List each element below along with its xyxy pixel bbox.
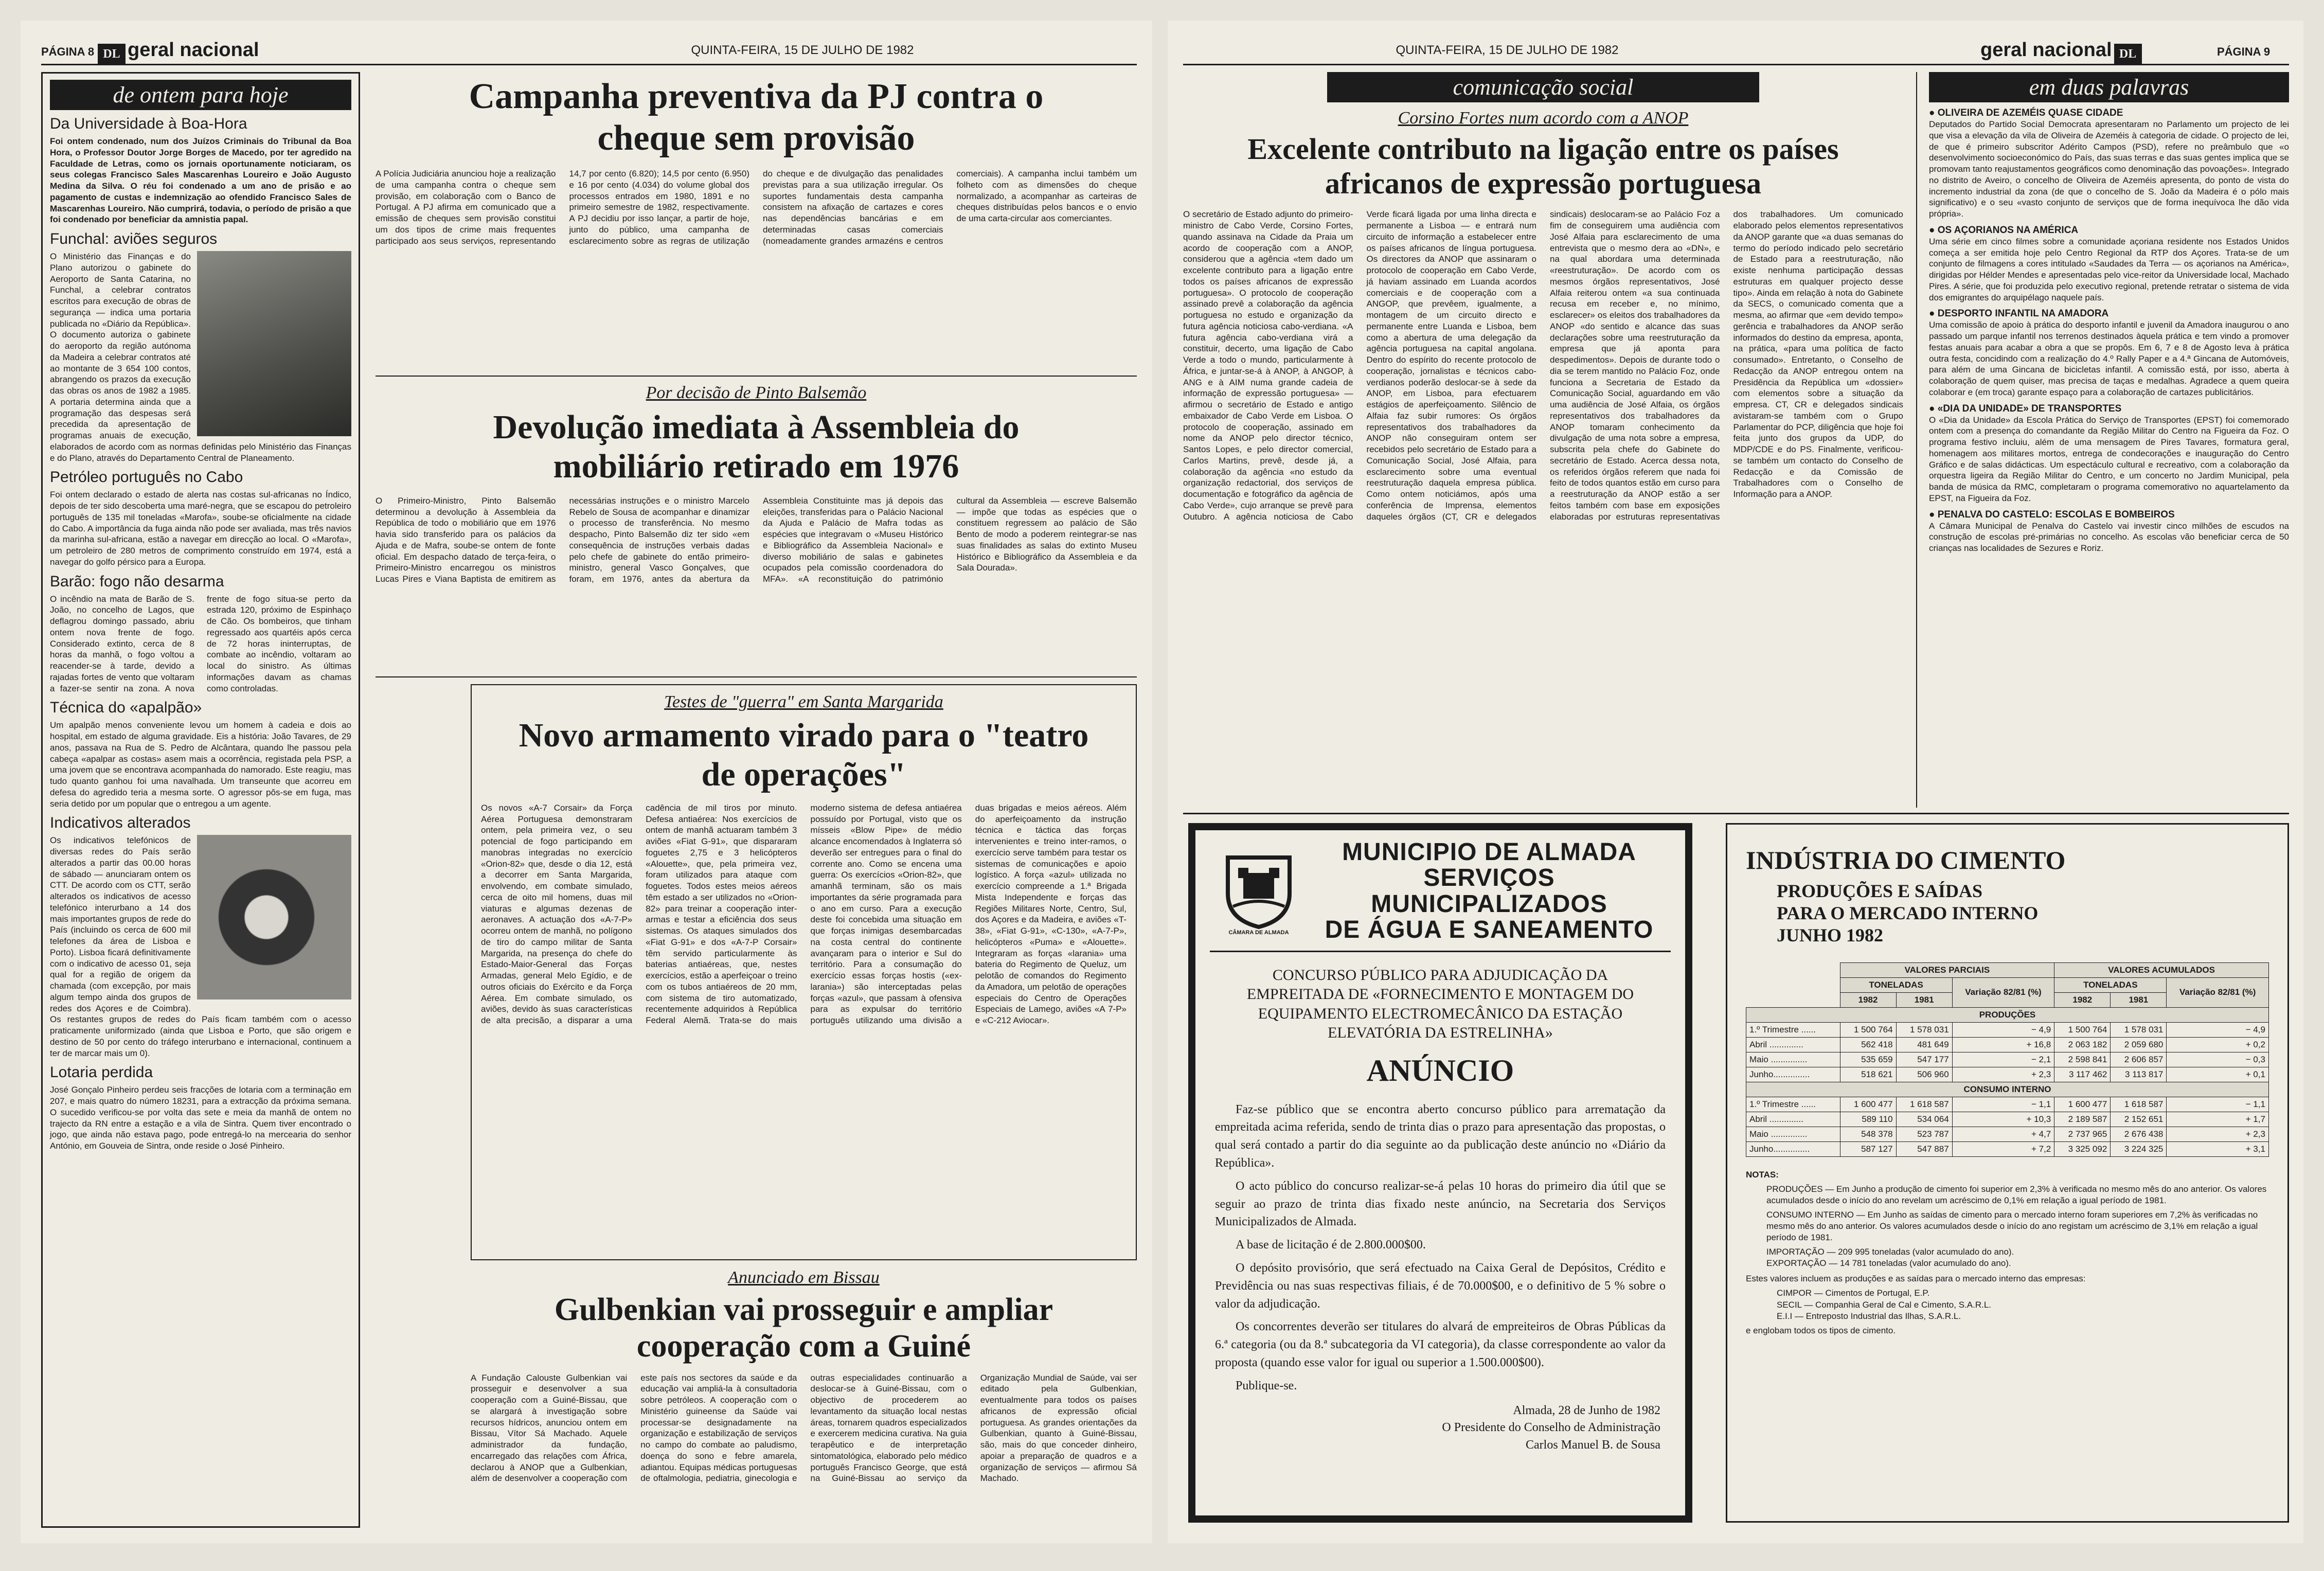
airport-photo [197, 251, 351, 436]
pj-article [376, 72, 1137, 370]
gulbenkian-body: A Fundação Calouste Gulbenkian vai prosseguir e desenvolver a sua cooperação com a Guiné-Bissau, que se alargará à investigação sobre recursos hídricos, anunciou ontem em Bissau, Vítor Sá Machado. Aquele administrador da fundação, encarregado das relações com África, declarou à ANOP que a Gulbenkian, além de desenvolver a cooperação com este país nos sectores da saúde e da educação vai ampliá-la à consultadoria sobre petróleos. A cooperação com o Ministério guineense da Saúde vai processar-se designadamente na organização e estabilização de serviços no campo do combate ao paludismo, doença do sono e febre amarela, adiantou. Equipas médicas portuguesas de oftalmologia, pediatria, ginecologia e outras especialidades continuarão a deslocar-se à Guiné-Bissau, com o objectivo de procederem ao levantamento da situação local nestas áreas, tornarem quadros especializados e exercerem medicina curativa. Na guia terapêutico e de interpretação sintomatológica, elaborado pelo médico português Francisco George, que está na Guiné-Bissau ao serviço da Organização Mundial de Saúde, vai ser editado pela Gulbenkian, eventualmente para todos os países africanos de expressão oficial portuguesa. As grandes orientações da Gulbenkian, quanto à Guiné-Bissau, são, mais do que conceder dinheiro, apoiar a preparação de quadros e a organização de serviços — afirmou Sá Machado. [471, 1372, 1137, 1484]
palavras-title-oliveira: ● OLIVEIRA DE AZEMÉIS QUASE CIDADE [1929, 108, 2123, 118]
palavras-banner: em duas palavras [1929, 72, 2289, 102]
empresa-secil: SECIL — Companhia Geral de Cal e Cimento, S.A.R.L. [1777, 1299, 1991, 1310]
table-cell: 2 676 438 [2111, 1127, 2167, 1141]
table-cell: Junho............... [1746, 1141, 1840, 1156]
comunicacao-article [1183, 72, 1903, 802]
armamento-kicker: Testes de "guerra" em Santa Margarida [664, 692, 943, 711]
table-cell: 2 152 651 [2111, 1112, 2167, 1127]
comunicacao-headline: Excelente contributo na ligação entre os países africanos de expressão portuguesa [1247, 132, 1839, 200]
producoes-row [1746, 1037, 2269, 1052]
table-cell: 3 117 462 [2054, 1067, 2111, 1082]
comunicacao-kicker: Corsino Fortes num acordo com a ANOP [1398, 109, 1689, 128]
item-text-petroleo: Foi ontem declarado o estado de alerta nas costas sul-africanas no Índico, depois de ter sido descoberta uma maré-negra, que se escapou do petroleiro português de 135 mil toneladas «Marofa», soube-se oficialmente na cidade do Cabo. A importância da fuga ainda não pode ser avaliada, mas três navios da marinha sul-africana, estão a navegar em direcção ao local. O «Marofa», um petroleiro de 280 metros de comprimento construído em 1974, está a navegar do golfo pérsico para a Europa. [50, 490, 351, 567]
cimento-subtitle [1746, 880, 2269, 947]
table-cell: − 4,9 [2167, 1022, 2269, 1037]
item-title-barao: Barão: fogo não desarma [50, 573, 224, 590]
table-cell: 535 659 [1840, 1052, 1896, 1067]
gulbenkian-article [471, 1268, 1137, 1528]
consumo-row [1746, 1112, 2269, 1127]
note-producoes: PRODUÇÕES — Em Junho a produção de cimento foi superior em 2,3% à verificada no mesmo mês do ano anterior. Os valores acumulados desde o início do ano revelam um acréscimo de 0,1% em relação a igual período de 1981. [1766, 1184, 2267, 1205]
table-cell: − 0,3 [2167, 1052, 2269, 1067]
table-cell: + 10,3 [1952, 1112, 2054, 1127]
header-1982-parc: 1982 [1840, 992, 1896, 1007]
table-cell: − 1,1 [1952, 1097, 2054, 1112]
table-cell: 1 618 587 [2111, 1097, 2167, 1112]
page-date: QUINTA-FEIRA, 15 DE JULHO DE 1982 [691, 43, 914, 57]
header-variacao-acum: Variação 82/81 (%) [2167, 977, 2269, 1007]
mobiliario-rule [376, 676, 1137, 677]
signature-name: Carlos Manuel B. de Sousa [1526, 1438, 1660, 1452]
pj-headline: Campanha preventiva da PJ contra o cheque sem provisão [469, 77, 1044, 158]
section-title: geral nacional [1980, 39, 2112, 61]
mobiliario-kicker: Por decisão de Pinto Balsemão [646, 383, 867, 402]
cimento-notes [1746, 1169, 2269, 1336]
almada-header [1210, 840, 1671, 952]
consumo-row [1746, 1141, 2269, 1156]
pj-rule [376, 376, 1137, 377]
note-importacao: IMPORTAÇÃO — 209 995 toneladas (valor acumulado do ano). [1766, 1247, 2014, 1257]
table-cell: 3 224 325 [2111, 1141, 2167, 1156]
producoes-rows [1746, 1022, 2269, 1082]
table-cell: − 1,1 [2167, 1097, 2269, 1112]
section-producoes: PRODUÇÕES [1746, 1007, 2269, 1022]
item-text-lotaria: José Gonçalo Pinheiro perdeu seis fracções de lotaria com a terminação em 207, e mais quatro do número 18231, para a extracção da próxima semana. O sucedido verificou-se por volta das sete e meia da manhã de ontem no trajecto da RN entre a estação e a vila de Sintra. Quem tiver encontrado o jogo, que ainda não estava pago, pode entregá-lo na mercearia do senhor António, em Gouveia de Sintra, onde reside o José Pinheiro. [50, 1085, 351, 1151]
header-toneladas-acum: TONELADAS [2054, 977, 2167, 992]
item-text-apalpao: Um apalpão menos conveniente levou um homem à cadeia e dois ao hospital, em estado de alguma gravidade. Eis a história: João Tavares, de 29 anos, passava na Rua de S. Pedro de Alcântara, quando lhe passou pela cabeça «apalpar as costas» asem mais a ocorrência, registada pela PSP, a uma jovem que se encontrava acompanhada do namorado. Este reagiu, mas tudo quanto ganhou foi uma navalhada. Um transeunte que acorreu em defesa do agredido teria a mesma sorte. O agressor pôs-se em fuga, mas seria detido por um popular que o entregou a um agente. [50, 720, 351, 809]
ontem-hoje-banner: de ontem para hoje [50, 80, 351, 110]
header-parciais: VALORES PARCIAIS [1840, 962, 2054, 977]
note-consumo: CONSUMO INTERNO — Em Junho as saídas de cimento para o mercado interno foram superiores em 7,2% às verificadas no mesmo mês do ano anterior. Os valores acumulados desde o início do ano registam um acréscimo de 3,1% em relação a igual período de 1981. [1766, 1209, 2258, 1243]
table-cell: 1 578 031 [2111, 1022, 2167, 1037]
ontem-hoje-subhead: Da Universidade à Boa-Hora [50, 115, 247, 132]
table-cell: 2 059 680 [2111, 1037, 2167, 1052]
crest-shield-icon [1218, 847, 1300, 930]
almada-advertisement [1188, 823, 1692, 1523]
table-cell: 1 600 477 [1840, 1097, 1896, 1112]
newspaper-logo: DL [2114, 44, 2142, 64]
item-text-barao: O incêndio na mata de Barão de S. João, no concelho de Lagos, que deflagrou domingo passado, abriu ontem nova frente de fogo. Considerado extinto, cerca de 8 horas da manhã, o fogo voltou a reacender-se à tarde, devido a rajadas fortes de vento que voltaram a fazer-se sentir na zona. A nova frente de fogo situa-se perto da estrada 120, próximo de Espinhaço de Cão. Os bombeiros, que tinham regressado aos quartéis após cerca de 72 horas ininterruptas, de combate ao incêndio, voltaram ao local do sinistro. As últimas informações davam as chamas como controladas. [50, 594, 351, 693]
middle-rule [1183, 813, 2289, 814]
table-cell: 1 618 587 [1896, 1097, 1952, 1112]
section-consumo: CONSUMO INTERNO [1746, 1082, 2269, 1097]
item-title-apalpao: Técnica do «apalpão» [50, 699, 202, 717]
table-cell: 523 787 [1896, 1127, 1952, 1141]
palavras-title-transportes: ● «DIA DA UNIDADE» DE TRANSPORTES [1929, 403, 2122, 414]
mobiliario-headline: Devolução imediata à Assembleia do mobiliário retirado em 1976 [493, 408, 1020, 485]
comunicacao-banner: comunicação social [1327, 72, 1759, 102]
announcement-title: ANÚNCIO [1366, 1053, 1514, 1087]
org-line-3: DE ÁGUA E SANEAMENTO [1325, 916, 1654, 944]
table-cell: 3 325 092 [2054, 1141, 2111, 1156]
armamento-body: Os novos «A-7 Corsair» da Força Aérea Portuguesa demonstraram ontem, pela primeira vez, o seu potencial de fogo participando em manobras integradas no exercício «Orion-82» que, desde o dia 12, está a decorrer em Santa Margarida, envolvendo, em combate simulado, cerca de oito mil homens, duas mil viaturas e algumas dezenas de aeronaves. A actuação dos «A-7-P» ocorreu ontem de manhã, no polígono de tiro do campo militar de Santa Margarida, na presença do chefe do Estado-Maior-General das Forças Armadas, general Melo Egídio, e de outros oficiais do Exército e da Força Aérea. Em combate simulado, os aviões, devido às suas características de alta precisão, a disparar a uma cadência de mil tiros por minuto. Defesa antiaérea: Nos exercícios de ontem de manhã actuaram também 3 aviões «Fiat G-91», que dispararam foguetes 2,75 e 3 helicópteros «Alouette», que, pela primeira vez, foram utilizados para ataque com foguetes. Todos estes meios aéreos têm estado a ser utilizados no «Orion-82» para treinar a cooperação inter-armas e testar a eficiência dos seus sistemas. Os ataques simulados dos «Fiat G-91» e dos «A-7-P Corsair» têm servido particularmente às baterias antiaéreas, que, nestes exercícios, estão a aperfeiçoar o treino com os tubos antiaéreos de 20 mm, com sistema de tiro automatizado, recentemente adquiridos à República Federal Alemã. Trata-se do mais moderno sistema de defesa antiaérea possuído por Portugal, visto que os mísseis «Blow Pipe» de médio alcance encomendados à Inglaterra só deverão ser entregues para o final do corrente ano. Como se encena uma guerra: Os exercícios «Orion-82», que amanhã terminam, são os mais importantes da série programada para o ano em curso. Para a execução deste foi concebida uma situação em que forças inimigas desembarcadas na costa central do continente avançaram para o interior e Sul do território. Para a consumação do exercício essas forças hostis («ex-larania») são interceptadas pelas forças «azul», que passam à ofensiva para as expulsar do território português utilizando uma divisão a duas brigadas e meios aéreos. Além do aperfeiçoamento da instrução técnica e táctica das forças intervenientes e treino inter-ramos, o exercício serve também para testar os sistemas de comunicações e apoio logístico. A força «azul» utilizada no exercício compreende a 1.ª Brigada Mista Independente e forças das Regiões Militares Norte, Centro, Sul, dos Açores e da Madeira, e aviões «T-38», «Fiat G-91», «C-130», «A-7-P», helicópteros «Puma» e «Alouette». Integraram as forças «larania» uma bateria do Regimento de Queluz, um pelotão de comandos do Regimento da Amadora, um pelotão de operações especiais do Centro de Operações Especiais de Lamego, aviões «A 7-P» e «C-212 Aviocar». [481, 802, 1127, 1026]
table-cell: 506 960 [1896, 1067, 1952, 1082]
table-cell: Maio ............... [1746, 1052, 1840, 1067]
left-page [21, 21, 1152, 1543]
almada-crest-icon [1210, 840, 1308, 943]
mobiliario-article [376, 383, 1137, 671]
armamento-article [471, 684, 1137, 1260]
org-line-2: SERVIÇOS MUNICIPALIZADOS [1371, 864, 1607, 918]
header-rule [1183, 64, 2289, 65]
signature-role: O Presidente do Conselho de Administração [1442, 1421, 1660, 1435]
table-cell: Abril .............. [1746, 1037, 1840, 1052]
table-cell: 481 649 [1896, 1037, 1952, 1052]
table-cell: 2 606 857 [2111, 1052, 2167, 1067]
announcement-p1: Faz-se público que se encontra aberto concurso público para arrematação da empreitada acima referida, sendo de trinta dias o prazo para apresentação das propostas, o qual será contado a partir do dia seguinte ao da publicação deste anúncio no «Diário da República». [1215, 1102, 1666, 1170]
table-cell: 562 418 [1840, 1037, 1896, 1052]
signature-date: Almada, 28 de Junho de 1982 [1513, 1403, 1660, 1417]
table-cell: + 0,1 [2167, 1067, 2269, 1082]
cimento-subtitle-1: PRODUÇÕES E SAÍDAS [1777, 881, 1983, 901]
header-1981-acum: 1981 [2111, 992, 2167, 1007]
note-tipos: e englobam todos os tipos de cimento. [1746, 1325, 1896, 1335]
empresa-eii: E.I.I — Entreposto Industrial das Ilhas, S.A.R.L. [1777, 1311, 1961, 1321]
cimento-subtitle-3: JUNHO 1982 [1777, 925, 1883, 946]
palavras-text-transportes: O «Dia da Unidade» da Escola Prática do Serviço de Transportes (EPST) foi comemorado ontem com a presença do comandante da Região Militar do Centro na Figueira da Foz. O programa festivo incluiu, além de uma mensagem de Pires Tavares, formatura geral, homenagem aos militares mortos, entrega de condecorações e inauguração do Centro Gráfico e de salas didácticas. Um espectáculo cultural e recreativo, com a colaboração da orquestra ligeira da Região Militar do Centro, e um concerto no Jardim Municipal, pela banda de música da RMC, completaram o programa comemorativo no aquartelamento da EPST, na Figueira da Foz. [1929, 415, 2289, 503]
table-cell: 1 500 764 [2054, 1022, 2111, 1037]
announcement-p6: Publique-se. [1236, 1379, 1297, 1393]
table-cell: + 2,3 [2167, 1127, 2269, 1141]
table-cell: + 2,3 [1952, 1067, 2054, 1082]
comunicacao-body: O secretário de Estado adjunto do primeiro-ministro de Cabo Verde, Corsino Fortes, quando assinava na Cidade da Praia um acordo de cooperação com a ANOP, considerou que a agência «tem dado um excelente contributo para a ligação entre todos os países africanos de expressão portuguesa». O protocolo de cooperação assinado prevê a colaboração da agência portuguesa no estudo e organização da futura agência noticiosa cabo-verdiana. «A futura agência cabo-verdiana virá a constituir, decerto, uma ligação de Cabo Verde a todo o mundo, particularmente à África, e juntar-se-á à ANOP, à ANGOP, à ANG e à AIM numa grande cadeia de informação de expressão portuguesa» — afirmou o secretário de Estado e antigo embaixador de Cabo Verde em Lisboa. O protocolo de cooperação, assinado em nome da ANOP pelo director técnico, Santos Lopes, e pelo director comercial, Carlos Martins, prevê, desde já, a colaboração da agência «no estudo da organização redactorial, dos serviços de documentação e fotográfico da agência de Cabo Verde», cujo arranque se prevê para Outubro. A agência noticiosa de Cabo Verde ficará ligada por uma linha directa e permanente a Lisboa — e entrará num circuito de informação a estabelecer entre os países africanos de língua portuguesa. Os directores da ANOP que assinaram o protocolo de cooperação em Cabo Verde, já haviam assinado em Luanda acordos comerciais e de cooperação com a ANGOP, que prevêem, igualmente, a montagem de um circuito directo e permanente entre Luanda e Lisboa, bem como a abertura de uma delegação da agência portuguesa na capital angolana. Dentro do espírito do recente protocolo de cooperação, jornalistas e técnicos cabo-verdianos poderão deslocar-se à sede da ANOP, em Lisboa, para efectuarem estágios de aperfeiçoamento. Silêncio de Alfaia faz subir rumores: Os órgãos representativos dos trabalhadores da ANOP não conseguiram ontem ser recebidos pelo secretário de Estado para a Comunicação Social, José Alfaia, para esclarecimento sobre uma eventual reestruturação daquela empresa pública. Como ontem noticiámos, após uma conferência de Imprensa, elementos daqueles órgãos (CT, CR e delegados sindicais) deslocaram-se ao Palácio Foz a fim de conseguirem uma audiência com José Alfaia para esclarecimento de uma entrevista que o mesmo dera ao «DN», e na qual abordara uma determinada «reestruturação». De acordo com os mesmos órgãos representativos, José Alfaia reiterou ontem «a sua continuada recusa em receber e, no mínimo, esclarecer» os eleitos dos trabalhadores da ANOP «do sentido e alcance das suas declarações sobre uma reestruturação da empresa que já aponta para despedimentos». Depois de durante todo o dia se terem mantido no Palácio Foz, onde funciona a Secretaria de Estado da Comunicação Social, aguardando em vão uma audiência de José Alfaia, os órgãos representativos dos trabalhadores da ANOP tomaram conhecimento da divulgação de uma nota sobre a empresa, subscrita pela chefe do Gabinete do secretário de Estado. Acerca dessa nota, os referidos órgãos referem que nada foi feito de todos quantos estão em curso para a reestruturação da ANOP estão a ser feitos também com base em exposições elaboradas por estruturas representativas dos trabalhadores. Um comunicado elaborado pelos elementos representativos da ANOP garante que «a duas semanas do termo do período indicado pelo secretário de Estado para a reestruturação, não existe nenhuma participação dessas estruturas em qualquer projecto desse tipo». Ainda em relação à nota do Gabinete da SECS, o comunicado comenta que a mesma, ao afirmar que «em devido tempo» gerência e trabalhadores da ANOP serão informados do destino da empresa, aponta, na prática, «para uma política de facto consumado». Entretanto, o Conselho de Redacção da ANOP entregou ontem na Presidência da República um «dossier» com elementos sobre a situação da empresa. CT, CR e delegados sindicais avistaram-se também com o Grupo Parlamentar do PCP, diligência que hoje foi feita junto dos grupos da UDP, do MDP/CDE e do PS. Finalmente, verificou-se também um contacto do Conselho de Redacção e da Comissão de Trabalhadores com o Conselho de Informação para a ANOP. [1183, 209, 1903, 522]
palavras-title-penalva: ● PENALVA DO CASTELO: ESCOLAS E BOMBEIROS [1929, 509, 2175, 520]
table-cell: 587 127 [1840, 1141, 1896, 1156]
section-header [1980, 39, 2142, 64]
announcement-body [1210, 1101, 1671, 1395]
org-line-1: MUNICIPIO DE ALMADA [1342, 838, 1636, 866]
item-text-funchal: O Ministério das Finanças e do Plano autorizou o gabinete do Aeroporto de Santa Catarina, no Funchal, a celebrar contratos escritos para execução de obras de segurança — indica uma portaria publicada no «Diário da República». O documento autoriza o gabinete do aeroporto da região autónoma da Madeira a celebrar contratos até ao montante de 3 654 100 contos, abrangendo os prazos da execução das obras os anos de 1982 a 1985. A portaria determina ainda que a programação das despesas será precedida da apresentação de programas anuais de execução, elaborados de acordo com as normas definidas pelo Ministério das Finanças e do Plano, através do Departamento Central de Planeamento. [50, 252, 351, 463]
table-cell: − 2,1 [1952, 1052, 2054, 1067]
header-toneladas-parc: TONELADAS [1840, 977, 1952, 992]
producoes-row [1746, 1052, 2269, 1067]
palavras-title-amadora: ● DESPORTO INFANTIL NA AMADORA [1929, 308, 2109, 319]
cimento-table [1746, 962, 2269, 1157]
consumo-row [1746, 1097, 2269, 1112]
table-cell: 547 177 [1896, 1052, 1952, 1067]
pj-body: A Polícia Judiciária anunciou hoje a realização de uma campanha contra o cheque sem provisão, em colaboração com o Banco de Portugal. A PJ afirma em comunicado que a emissão de cheques sem provisão constitui um dos tipos de crime mais frequentes participado aos seus serviços, representando 14,7 por cento (6.820); 14,5 por cento (6.950) e 16 por cento (4.034) do volume global dos processos entrados em 1980, 1891 e no primeiro semestre de 1982, respectivamente. A PJ decidiu por isso lançar, a partir de hoje, junto do público, uma campanha de esclarecimento sobre as regras de utilização do cheque e de divulgação das penalidades previstas para a sua utilização irregular. Os suportes fundamentais desta campanha consistem na afixação de cartazes e cores nas dependências bancárias e em determinadas casas comerciais (nomeadamente grandes armazéns e centros comerciais). A campanha inclui também um folheto com as dimensões do cheque normalizado, a acompanhar as carteiras de cheques distribuídas pelos bancos e o envio de uma carta-circular aos comerciantes. [376, 169, 1137, 246]
table-cell: 1.º Trimestre ...... [1746, 1022, 1840, 1037]
table-cell: 518 621 [1840, 1067, 1896, 1082]
announcement-p2: O acto público do concurso realizar-se-á pelas 10 horas do primeiro dia útil que se seguir ao prazo de trinta dias fixado neste anúncio, na Secretaria dos Serviços Municipalizados de Almada. [1215, 1179, 1666, 1229]
table-cell: 2 737 965 [2054, 1127, 2111, 1141]
palavras-text-oliveira: Deputados do Partido Social Democrata apresentaram no Parlamento um projecto de lei que visa a elevação da vila de Oliveira de Azeméis à categoria de cidade. O projecto de lei, de que é primeiro subscritor Adérito Campos (PSD), refere no preâmbulo que «o desenvolvimento socioeconómico do País, das suas terras e das suas gentes implica que se promovam tanto reajustamentos geográficos como denominação das povoações». Integrado no distrito de Aveiro, o concelho de Oliveira de Azeméis apresenta, do ponto de vista do incremento industrial da zona (de que o concelho de S. João da Madeira é o pólo mais significativo) e o seu «vasto conjunto de serviços que de forma inequívoca lhe dão vida própria». [1929, 119, 2289, 219]
page-number: PÁGINA 8 [41, 45, 95, 58]
table-cell: 1.º Trimestre ...... [1746, 1097, 1840, 1112]
header-acumulados: VALORES ACUMULADOS [2054, 962, 2269, 977]
announcement-p3: A base de licitação é de 2.800.000$00. [1236, 1238, 1426, 1252]
right-page [1168, 21, 2303, 1543]
table-cell: 3 113 817 [2111, 1067, 2167, 1082]
ontem-hoje-lead: Foi ontem condenado, num dos Juízos Criminais do Tribunal da Boa Hora, o Professor Doutor Jorge Borges de Macedo, por ter agredido na Faculdade de Letras, como os jornais oportunamente noticiaram, os seus colegas Francisco Sales Mascarenhas Loureiro e João Augusto Medina da Silva. O réu foi condenado a um ano de prisão e ao pagamento de custas e indemnização ao ofendido Francisco Sales de Mascarenhas Loureiro. Não cumprirá, todavia, o período de prisão a que foi condenado por beneficiar da amnistia papal. [50, 136, 351, 225]
producoes-row [1746, 1022, 2269, 1037]
producoes-row [1746, 1067, 2269, 1082]
crest-label: CÂMARA DE ALMADA [1228, 929, 1289, 936]
item-text-indicativos: Os indicativos telefónicos de diversas redes do País serão alterados a partir das 00.00 horas de sábado — anunciaram ontem os CTT. De acordo com os CTT, serão alterados os indicativos de acesso telefónico interurbano a 14 dos mais importantes grupos de rede do País (incluindo os cerca de 600 mil telefones da área de Lisboa e Porto). Lisboa ficará definitivamente com o indicativo de acesso 01, seja qual for a região de origem da chamada (com excepção, por mais algum tempo ainda dos grupos de redes dos Açores e de Coimbra). Os restantes grupos de redes do País ficam também com o acesso praticamente uniformizado (ainda que Lisboa e Porto, que são origem e destino de 50 por cento do tráfego interurbano e internacional, continuem a ter de marcar mais um 0). [50, 835, 351, 1058]
table-cell: 1 600 477 [2054, 1097, 2111, 1112]
cimento-box [1726, 823, 2289, 1523]
header-1982-acum: 1982 [2054, 992, 2111, 1007]
table-cell: 548 378 [1840, 1127, 1896, 1141]
table-cell: + 0,2 [2167, 1037, 2269, 1052]
table-cell: 547 887 [1896, 1141, 1952, 1156]
table-cell: 1 578 031 [1896, 1022, 1952, 1037]
cimento-title: INDÚSTRIA DO CIMENTO [1746, 846, 2066, 874]
table-cell: + 7,2 [1952, 1141, 2054, 1156]
header-variacao-parc: Variação 82/81 (%) [1952, 977, 2054, 1007]
table-cell: + 4,7 [1952, 1127, 2054, 1141]
table-cell: 2 189 587 [2054, 1112, 2111, 1127]
announcement-p5: Os concorrentes deverão ser titulares do alvará de empreiteiros de Obras Públicas da 6.ª categoria (ou da 8.ª subcategoria da VI categoria), da classe correspondente ao valor da proposta (quando esse valor for igual ou superior a 1.500.000$00). [1215, 1320, 1666, 1369]
table-cell: 589 110 [1840, 1112, 1896, 1127]
table-cell: + 3,1 [2167, 1141, 2269, 1156]
contest-title: CONCURSO PÚBLICO PARA ADJUDICAÇÃO DA EMPREITADA DE «FORNECIMENTO E MONTAGEM DO EQUIPAMENTO ELECTROMECÂNICO DA ESTAÇÃO ELEVATÓRIA DA ESTRELINHA» [1246, 966, 1634, 1042]
palavras-text-amadora: Uma comissão de apoio à prática do desporto infantil e juvenil da Amadora inaugurou o ano passado um parque infantil nos terrenos destinados àquela prática e tem vindo a promover festas anuais para acabar a obra a que se propôs. Em 6, 7 e 8 de Agosto leva à prática outra festa, concidindo com a realização do 4.º Rally Paper e a 4.ª Gincana de Automóveis, para além de uma Gincana de bicicletas infantil. A comissão está, por isso, aberta à colaboração de quem quiser, mas precisa de taças e medalhas. Agradece a quem queira colaborar e (em troca) garante espaço para a colaboração de cartazes publicitários. [1929, 320, 2289, 397]
mobiliario-body: O Primeiro-Ministro, Pinto Balsemão determinou a devolução à Assembleia da República de todo o mobiliário que em 1976 havia sido transferido para os palácios da Ajuda e de Mafra, soube-se ontem de fonte oficial. Em despacho datado de terça-feira, o Primeiro-Ministro encarregou os ministros Lucas Pires e Viana Baptista de emitirem as necessárias instruções e o ministro Marcelo Rebelo de Sousa de acompanhar e dinamizar o processo de transferência. No mesmo despacho, Pinto Balsemão diz ter sido «em consequência de instruções verbais dadas pelo chefe de gabinete do então primeiro-ministro, general Vasco Gonçalves, que foram, em 1976, antes da abertura da Assembleia Constituinte mas já depois das eleições, transferidas para o Palácio Nacional da Ajuda e Palácio de Mafra todas as espécies que integravam o «Museu Histórico e Bibliográfico da Assembleia Nacional» e diverso mobiliário de salas e gabinetes ocupados pela comissão coordenadora do MFA». «A reconstituição do património cultural da Assembleia — escreve Balsemão — impõe que todas as espécies que o constituem regressem ao palácio de São Bento de modo a poderem reintegrar-se nas suas finalidades as salas do extinto Museu Histórico e Bibliográfico da Assembleia e da Sala Dourada». [376, 495, 1137, 584]
corner-cell [1746, 962, 1840, 1007]
table-cell: Abril .............. [1746, 1112, 1840, 1127]
announcement-p4: O depósito provisório, que será efectuado na Caixa Geral de Depósitos, Crédito e Previdência ou nas suas respectivas filiais, é de 70.000$00, e o definitivo de 5 % sobre o valor da adjudicação. [1215, 1261, 1666, 1311]
telephone-dial-photo [197, 835, 351, 999]
page-date: QUINTA-FEIRA, 15 DE JULHO DE 1982 [1396, 43, 1619, 57]
cimento-subtitle-2: PARA O MERCADO INTERNO [1777, 903, 2039, 924]
table-cell: 534 064 [1896, 1112, 1952, 1127]
palavras-text-penalva: A Câmara Municipal de Penalva do Castelo vai investir cinco milhões de escudos na construção de escolas pré-primárias no concelho. As escolas vão beneficiar cerca de 50 crianças nas localidades de Sezures e Roriz. [1929, 521, 2289, 553]
table-cell: 1 500 764 [1840, 1022, 1896, 1037]
column-rule [1916, 72, 1917, 808]
note-exportacao: EXPORTAÇÃO — 14 781 toneladas (valor acumulado do ano). [1766, 1258, 2011, 1269]
empresa-cimpor: CIMPOR — Cimentos de Portugal, E.P. [1777, 1288, 1930, 1298]
item-title-funchal: Funchal: aviões seguros [50, 230, 218, 247]
palavras-text-acorianos: Uma série em cinco filmes sobre a comunidade açoriana residente nos Estados Unidos começa a ser emitida hoje pelo Centro Regional da RTP dos Açores. Trata-se de um conjunto de filmagens a cores intitulado «Saudades da Terra — os açorianos na América», dirigidas por Hélder Mendes e apresentadas pelo vice-reitor da Universidade local, Machado Pires. A série, que foi produzida pelo executivo regional, pretende retratar o sistema de vida dos emigrantes do arquipélago naquele país. [1929, 236, 2289, 302]
newspaper-logo: DL [98, 44, 126, 64]
palavras-column [1929, 72, 2289, 808]
announcement-signature [1210, 1402, 1671, 1454]
header-1981-parc: 1981 [1896, 992, 1952, 1007]
table-cell: + 16,8 [1952, 1037, 2054, 1052]
gulbenkian-headline: Gulbenkian vai prosseguir e ampliar cooperação com a Guiné [554, 1292, 1053, 1364]
section-title: geral nacional [128, 39, 259, 61]
table-cell: + 1,7 [2167, 1112, 2269, 1127]
almada-org [1308, 840, 1671, 943]
item-title-lotaria: Lotaria perdida [50, 1064, 153, 1081]
item-title-indicativos: Indicativos alterados [50, 814, 191, 832]
consumo-row [1746, 1127, 2269, 1141]
armamento-headline: Novo armamento virado para o "teatro de operações" [519, 717, 1089, 793]
item-title-petroleo: Petróleo português no Cabo [50, 469, 243, 486]
consumo-rows [1746, 1097, 2269, 1156]
page-number: PÁGINA 9 [2217, 45, 2271, 58]
gulbenkian-kicker: Anunciado em Bissau [728, 1268, 880, 1287]
notes-title: NOTAS: [1746, 1169, 1779, 1180]
table-cell: 2 063 182 [2054, 1037, 2111, 1052]
table-cell: Maio ............... [1746, 1127, 1840, 1141]
header-rule [41, 64, 1137, 65]
table-cell: Junho............... [1746, 1067, 1840, 1082]
palavras-title-acorianos: ● OS AÇORIANOS NA AMÉRICA [1929, 224, 2079, 236]
ontem-hoje-column [41, 72, 360, 1528]
table-cell: − 4,9 [1952, 1022, 2054, 1037]
note-empresas: Estes valores incluem as produções e as saídas para o mercado interno das empresas: [1746, 1274, 2086, 1284]
table-cell: 2 598 841 [2054, 1052, 2111, 1067]
section-header [98, 39, 259, 64]
